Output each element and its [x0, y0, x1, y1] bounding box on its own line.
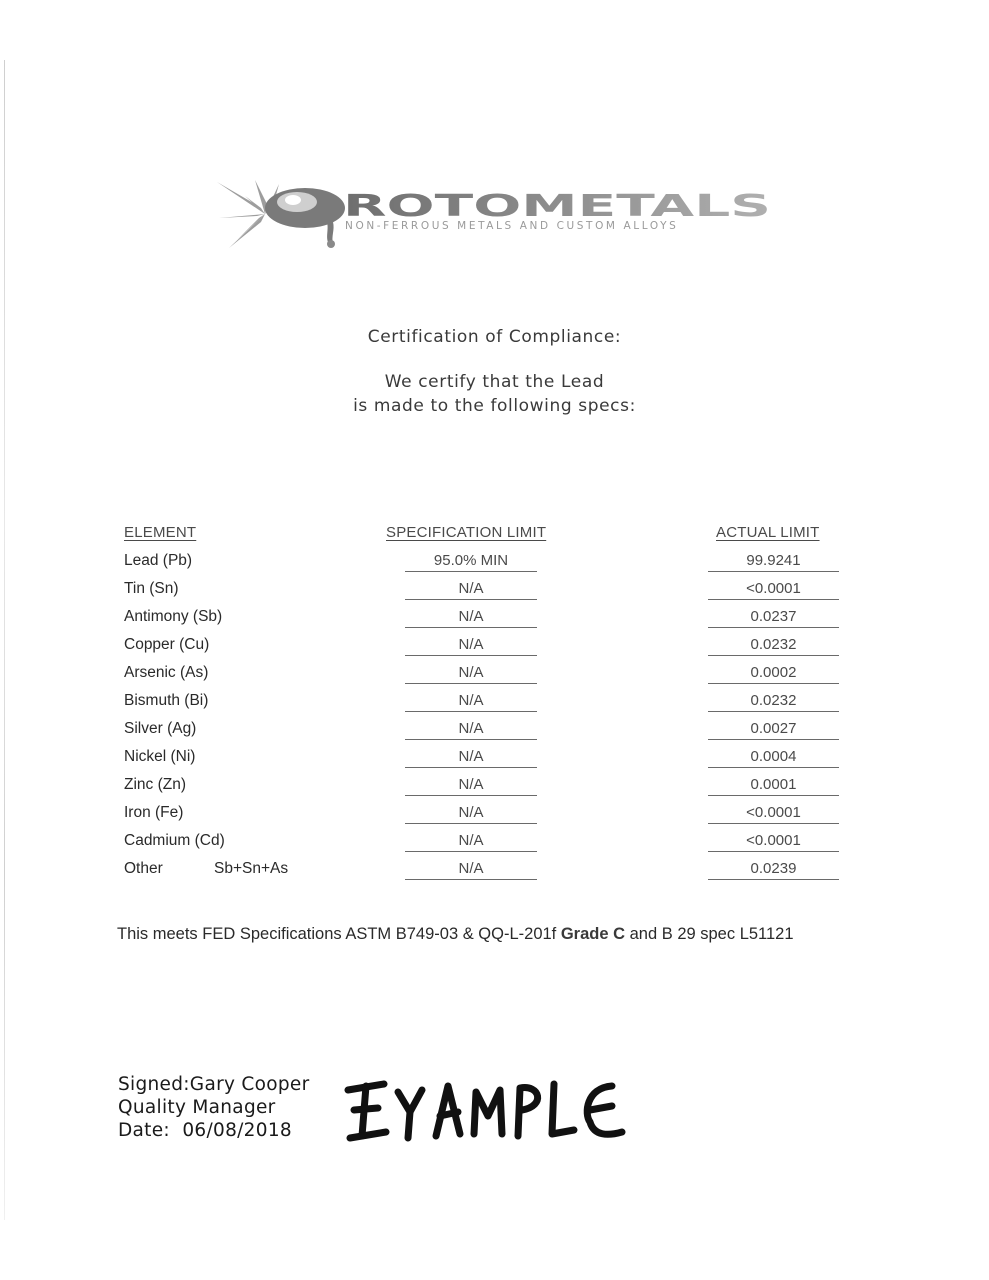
actual-limit: 0.0237: [708, 608, 839, 628]
specification-statement: [117, 925, 794, 944]
signature-date: [118, 1120, 292, 1141]
spec-limit: 95.0% MIN: [405, 552, 537, 572]
actual-limit: <0.0001: [708, 832, 839, 852]
spec-limit: N/A: [405, 692, 537, 712]
actual-limit: 0.0004: [708, 748, 839, 768]
certificate-line-2: is made to the following specs:: [353, 396, 636, 416]
element-name: Antimony (Sb): [124, 608, 223, 625]
header-specification-limit: SPECIFICATION LIMIT: [386, 524, 547, 541]
spec-grade: Grade C: [560, 925, 626, 943]
spec-limit: N/A: [405, 636, 537, 656]
table-row: [0, 576, 989, 604]
actual-limit: 0.0232: [708, 636, 839, 656]
table-row: [0, 632, 989, 660]
actual-limit: <0.0001: [708, 580, 839, 600]
date-value: 06/08/2018: [182, 1120, 292, 1141]
signer-role: Quality Manager: [118, 1097, 276, 1118]
table-row: [0, 744, 989, 772]
starburst-logo-icon: [215, 178, 345, 250]
actual-limit: 0.0239: [708, 860, 839, 880]
actual-limit: 0.0002: [708, 664, 839, 684]
element-name-text: Other: [124, 860, 163, 877]
element-name: Nickel (Ni): [124, 748, 196, 765]
table-row: [0, 800, 989, 828]
logo-wordmark: [343, 192, 771, 220]
date-label: Date:: [118, 1120, 170, 1141]
signed-by: Signed:Gary Cooper: [118, 1074, 310, 1095]
actual-limit: 0.0027: [708, 720, 839, 740]
header-actual-limit: ACTUAL LIMIT: [716, 524, 820, 541]
header-element: ELEMENT: [124, 524, 197, 541]
spec-limit: N/A: [405, 776, 537, 796]
spec-text-before: This meets FED Specifications ASTM B749-03 & QQ-L-201f: [117, 925, 561, 943]
spec-limit: N/A: [405, 860, 537, 880]
spec-text-after: and B 29 spec L51121: [625, 925, 794, 943]
certificate-title: Certification of Compliance:: [367, 327, 622, 347]
spec-limit: N/A: [405, 804, 537, 824]
spec-limit: N/A: [405, 720, 537, 740]
actual-limit: 99.9241: [708, 552, 839, 572]
spec-limit: N/A: [405, 664, 537, 684]
spec-limit: N/A: [405, 580, 537, 600]
element-name: Lead (Pb): [124, 552, 193, 569]
table-row: [0, 772, 989, 800]
table-row: [0, 604, 989, 632]
composition-table: [0, 548, 989, 884]
company-logo: [215, 178, 775, 250]
example-handwritten-stamp: [340, 1070, 640, 1150]
spec-limit: N/A: [405, 748, 537, 768]
element-name: Zinc (Zn): [124, 776, 186, 793]
table-row: [0, 716, 989, 744]
table-row: [0, 548, 989, 576]
spec-limit: N/A: [405, 832, 537, 852]
certificate-line-1: We certify that the Lead: [384, 372, 605, 392]
element-name: Silver (Ag): [124, 720, 197, 737]
element-detail: Sb+Sn+As: [214, 860, 289, 877]
logo-name: ROTOMETALS: [343, 192, 771, 220]
actual-limit: 0.0232: [708, 692, 839, 712]
actual-limit: 0.0001: [708, 776, 839, 796]
element-name: Arsenic (As): [124, 664, 209, 681]
element-name: Cadmium (Cd): [124, 832, 225, 849]
actual-limit: <0.0001: [708, 804, 839, 824]
spec-limit: N/A: [405, 608, 537, 628]
element-name: [124, 860, 289, 878]
element-name: Iron (Fe): [124, 804, 184, 821]
table-row: [0, 856, 989, 884]
element-name: Bismuth (Bi): [124, 692, 209, 709]
table-row: [0, 828, 989, 856]
table-row: [0, 660, 989, 688]
element-name: Tin (Sn): [124, 580, 179, 597]
element-name: Copper (Cu): [124, 636, 210, 653]
table-row: [0, 688, 989, 716]
logo-tagline: NON-FERROUS METALS AND CUSTOM ALLOYS: [345, 220, 679, 232]
